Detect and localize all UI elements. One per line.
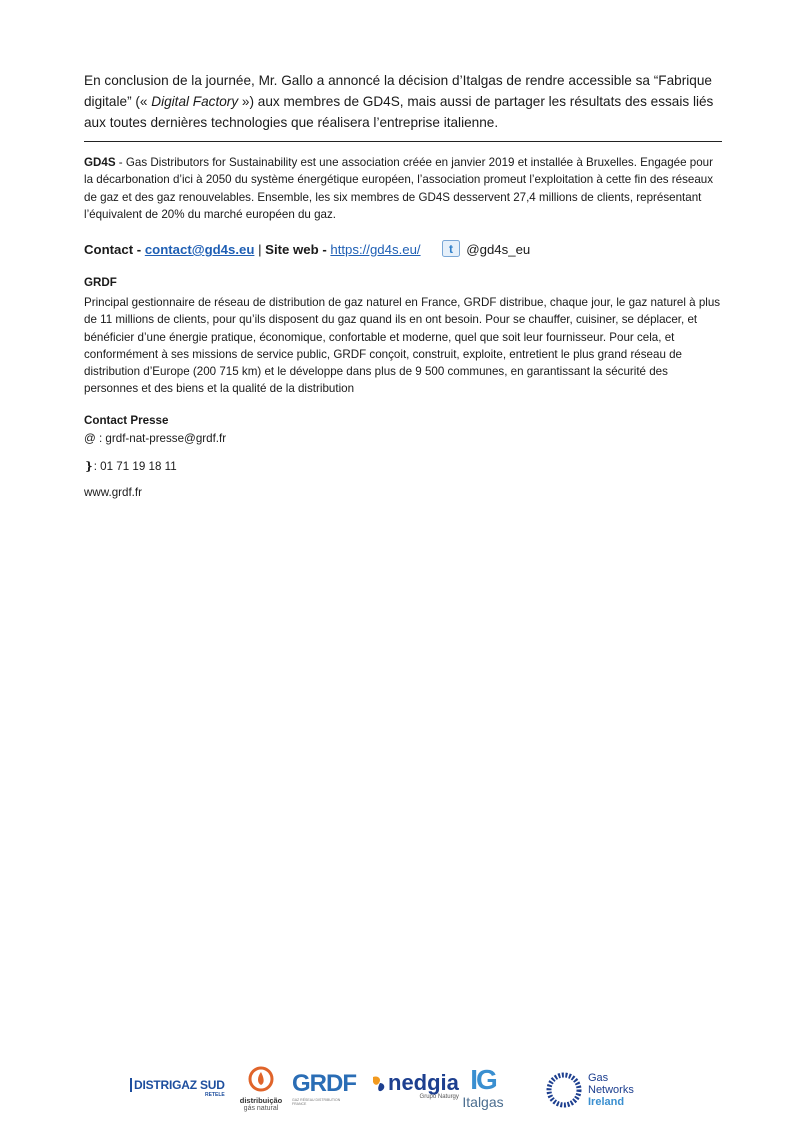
gni-line3: Ireland bbox=[588, 1096, 625, 1108]
press-phone-number: : 01 71 19 18 11 bbox=[93, 460, 177, 473]
contact-email-link[interactable]: contact@gd4s.eu bbox=[144, 242, 255, 257]
italgas-mark: IG bbox=[470, 1064, 496, 1095]
press-email: @ : grdf-nat-presse@grdf.fr bbox=[84, 432, 227, 445]
gd4s-description: - Gas Distributors for Sustainability est une association créée en janvier 2019 et installée à Bruxelles. Engagée pour la décarbonation d’ici à 2050 du système énergétique européen, l’association promeut l’exploitation à cette fin des réseaux de gaz et des gaz renouvelables. Ensemble, les six membres de GD4S desservent 27,4 millions de clients, représentant l’équivalent de 20% du marché européen du gaz. bbox=[84, 156, 714, 221]
gni-line2: Networks bbox=[588, 1084, 634, 1096]
site-url-link[interactable]: https://gd4s.eu/ bbox=[330, 242, 421, 257]
twitter-icon[interactable] bbox=[442, 240, 460, 257]
distribuicao-logo bbox=[236, 1066, 286, 1113]
twitter-handle[interactable]: @gd4s_eu bbox=[466, 242, 531, 257]
distribuicao-flame-icon bbox=[248, 1066, 274, 1092]
grdf-title: GRDF bbox=[84, 276, 117, 289]
distribuicao-line1: distribuição bbox=[239, 1096, 283, 1105]
nedgia-sub: Grupo Naturgy bbox=[419, 1094, 459, 1100]
intro-italic: Digital Factory bbox=[151, 94, 239, 109]
grdf-logo bbox=[292, 1072, 356, 1106]
gd4s-contact-line bbox=[84, 240, 724, 260]
grdf-description: Principal gestionnaire de réseau de distribution de gaz naturel en France, GRDF distribue, chaque jour, le gaz naturel à plus de 11 millions de clients, pour qu’ils disposent du gaz quand ils en ont besoin. Pour se chauffer, cuisiner, se déplacer, et bénéficier d’une énergie pratique, économique, confortable et moderne, quel que soit leur fournisseur. Pour cela, et conformément à ses missions de service public, GRDF conçoit, construit, exploite, entretient le plus grand réseau de distribution d’Europe (200 715 km) et le développe dans plus de 9 500 communes, en garantissant la sécurité des personnes et des biens et la qualité de la distribution bbox=[84, 296, 721, 396]
press-website: www.grdf.fr bbox=[84, 486, 142, 499]
gni-line1: Gas bbox=[588, 1072, 609, 1084]
nedgia-logo bbox=[370, 1072, 459, 1100]
distrigaz-sub: RETELE bbox=[205, 1092, 225, 1098]
intro-paragraph bbox=[84, 70, 724, 133]
gd4s-paragraph bbox=[84, 154, 724, 223]
contact-separator: | bbox=[254, 242, 266, 257]
distrigaz-name: DISTRIGAZ SUD bbox=[130, 1078, 225, 1092]
gas-networks-ireland-logo bbox=[544, 1070, 634, 1110]
italgas-name: Italgas bbox=[462, 1094, 504, 1110]
italgas-logo bbox=[458, 1066, 508, 1110]
gd4s-name: GD4S bbox=[84, 156, 116, 169]
contact-label: Contact - bbox=[84, 242, 145, 257]
svg-text:t: t bbox=[449, 242, 454, 256]
press-phone bbox=[84, 459, 177, 473]
press-contact-title: Contact Presse bbox=[84, 414, 169, 427]
grdf-logo-name: GRDF bbox=[292, 1070, 356, 1097]
gni-ring-icon bbox=[544, 1070, 584, 1110]
phone-icon: ❵ bbox=[84, 460, 94, 473]
intro-text-1: En conclusion de la journée, Mr. Gallo a annoncé la décision d’Italgas de rendre accessible sa “Fabrique digitale” (« bbox=[84, 73, 712, 109]
distribuicao-line2: gás natural bbox=[243, 1105, 279, 1112]
grdf-logo-sub: GAZ RÉSEAU DISTRIBUTION FRANCE bbox=[292, 1098, 341, 1106]
partner-logos bbox=[126, 1064, 686, 1124]
distrigaz-sud-logo bbox=[130, 1078, 225, 1098]
site-label: Site web - bbox=[265, 242, 331, 257]
section-divider bbox=[84, 141, 722, 142]
intro-text-2: ») aux membres de GD4S, mais aussi de partager les résultats des essais liés aux toutes dernières technologies que réalisera l’entreprise italienne. bbox=[84, 94, 714, 130]
nedgia-mark-icon bbox=[370, 1073, 388, 1093]
nedgia-name: nedgia bbox=[388, 1070, 459, 1095]
